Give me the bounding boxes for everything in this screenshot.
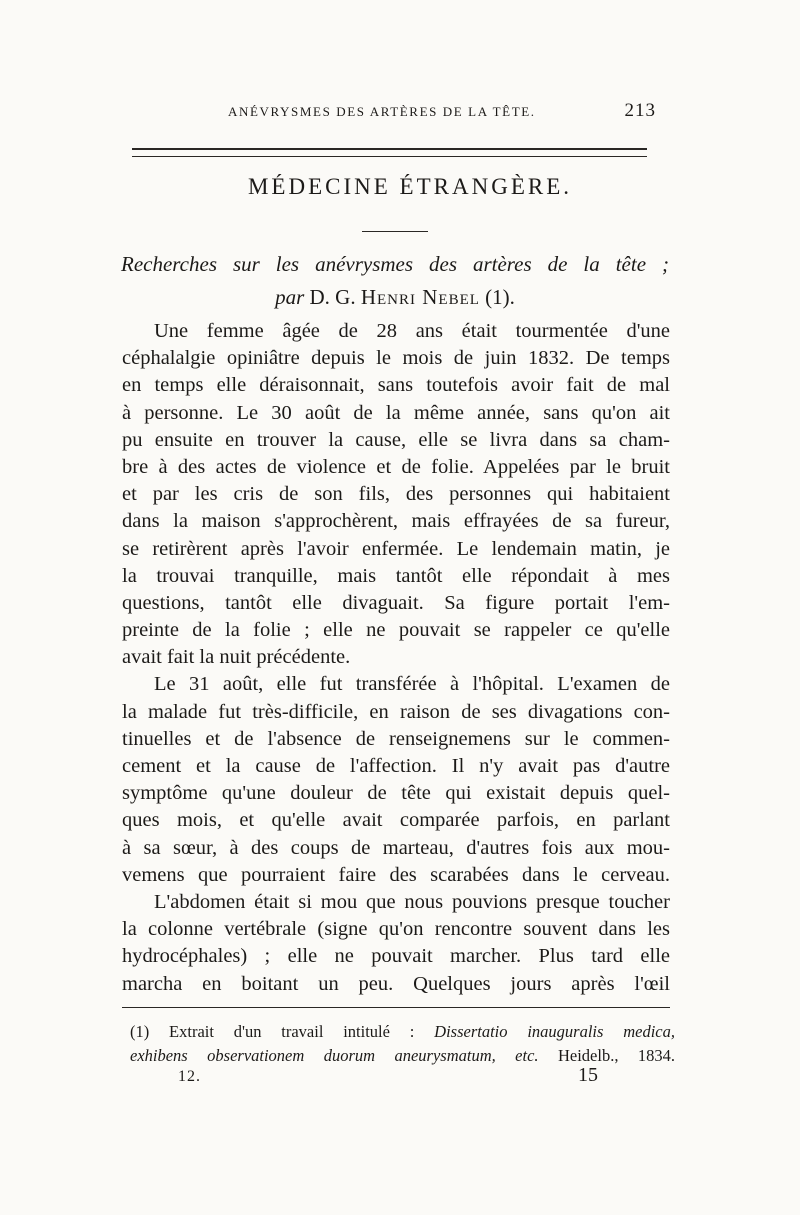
body-text <box>122 318 670 998</box>
footnote-title: exhibens observationem duorum aneurysmatum, etc. <box>130 1046 539 1065</box>
text-line: symptôme qu'une douleur de tête qui existait depuis quel- <box>122 782 670 805</box>
text-line: pu ensuite en trouver la cause, elle se livra dans sa cham- <box>122 428 670 451</box>
text-line: Une femme âgée de 28 ans était tourmentée d'une <box>154 320 670 342</box>
running-title: ANÉVRYSMES DES ARTÈRES DE LA TÊTE. <box>228 104 536 119</box>
page-number: 213 <box>624 100 656 121</box>
author-name: Henri Nebel <box>360 285 480 309</box>
text-line: hydrocéphales) ; elle ne pouvait marcher. Plus tard elle <box>122 945 670 968</box>
text-line: la malade fut très-difficile, en raison de ses divagations con- <box>122 700 670 723</box>
text-line: céphalalgie opiniâtre depuis le mois de juin 1832. De temps <box>122 347 670 370</box>
text-line: en temps elle déraisonnait, sans toutefois avoir fait de mal <box>122 374 670 397</box>
text-line: marcha en boitant un peu. Quelques jours après l'œil <box>122 972 670 995</box>
signature-mark-left: 12. <box>178 1068 201 1085</box>
footnote-reference: (1). <box>485 285 515 309</box>
section-title: MÉDECINE ÉTRANGÈRE. <box>247 174 573 199</box>
footnote-rule <box>122 1007 670 1008</box>
text-line: dans la maison s'approchèrent, mais effrayées de sa fureur, <box>122 510 670 533</box>
text-line: vemens que pourraient faire des scarabées dans le cerveau. <box>122 863 670 886</box>
text-line: se retirèrent après l'avoir enfermée. Le lendemain matin, je <box>122 537 670 560</box>
text-line: preinte de la folie ; elle ne pouvait se rappeler ce qu'elle <box>122 619 670 642</box>
running-head <box>130 100 660 130</box>
author-initials: D. G. <box>309 285 356 309</box>
text-line: L'abdomen était si mou que nous pouvions presque toucher <box>154 890 670 913</box>
text-line: avait fait la nuit précédente. <box>122 646 351 669</box>
footnote-line <box>130 1020 675 1044</box>
byline-par: par <box>275 285 305 309</box>
text-line: tinuelles et de l'absence de renseignemens sur le commen- <box>122 727 670 750</box>
footnote-text: (1) Extrait d'un travail intitulé : <box>130 1022 415 1041</box>
signature-mark-right: 15 <box>578 1064 598 1086</box>
text-line: à sa sœur, à des coups de marteau, d'autres fois aux mou- <box>122 836 670 859</box>
text-line: cement et la cause de l'affection. Il n'y avait pas d'autre <box>122 755 670 777</box>
text-line: questions, tantôt elle divaguait. Sa figure portait l'em- <box>122 591 670 614</box>
text-line: et par les cris de son fils, des personnes qui habitaient <box>122 483 670 506</box>
footnote-title: Dissertatio inauguralis medica, <box>434 1022 675 1041</box>
article-title <box>115 248 675 314</box>
text-line: bre à des actes de violence et de folie. Appelées par le bruit <box>122 455 670 478</box>
text-line: à personne. Le 30 août de la même année, sans qu'on ait <box>122 401 670 424</box>
article-byline <box>115 281 675 314</box>
footnote-text: Heidelb., 1834. <box>557 1046 675 1065</box>
header-double-rule <box>132 148 647 157</box>
text-line: la trouvai tranquille, mais tantôt elle répondait à mes <box>122 564 670 587</box>
article-title-line: Recherches sur les anévrysmes des artères de la tête ; <box>121 252 669 276</box>
text-line: la colonne vertébrale (signe qu'on rencontre souvent dans les <box>122 918 670 941</box>
text-line: ques mois, et qu'elle avait comparée parfois, en parlant <box>122 809 670 832</box>
section-divider <box>362 231 428 232</box>
text-line: Le 31 août, elle fut transférée à l'hôpital. L'examen de <box>154 673 670 696</box>
footnote <box>130 1020 675 1068</box>
